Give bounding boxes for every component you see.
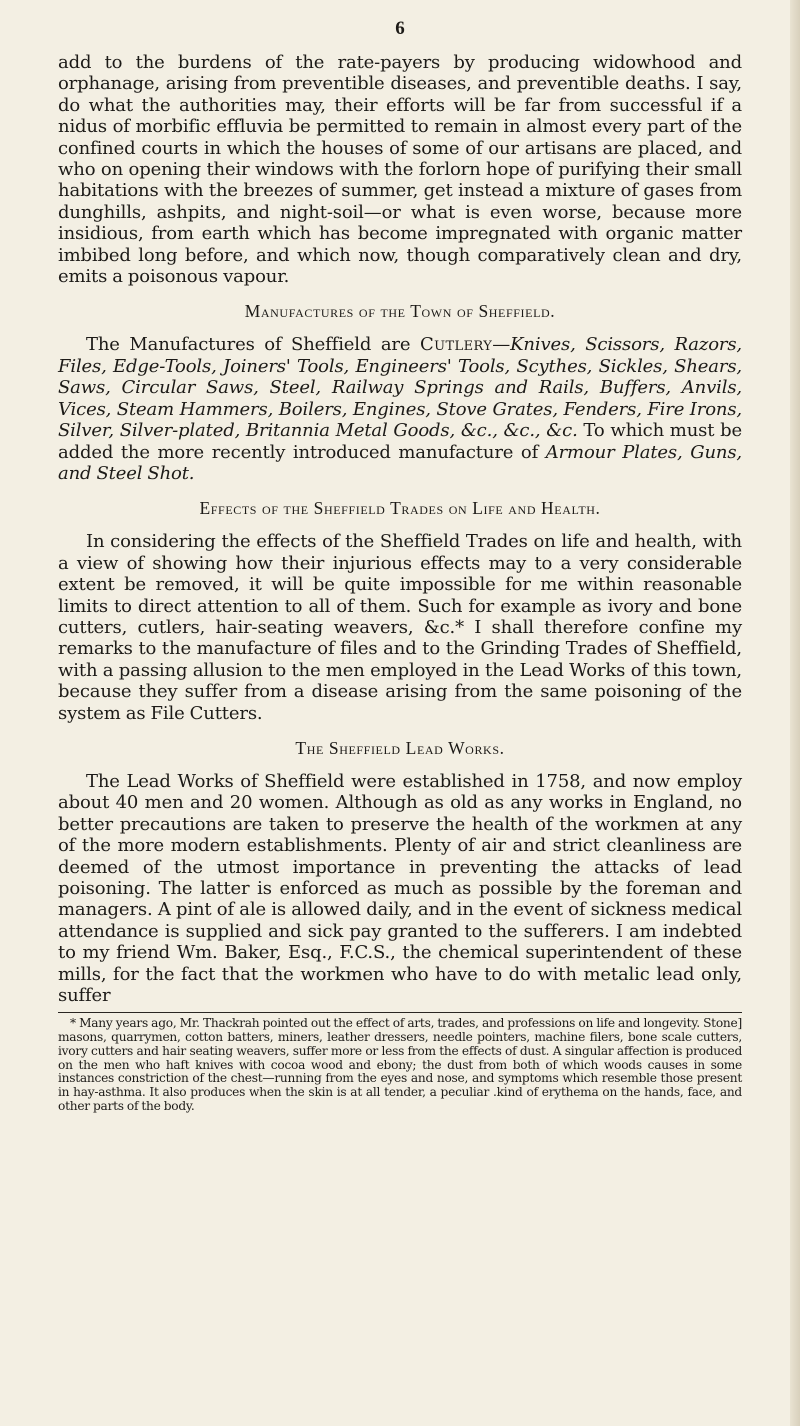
footnote — [58, 1017, 742, 1113]
heading-lead-works: The Sheffield Lead Works. — [295, 737, 505, 758]
book-page — [58, 18, 742, 1113]
cutlery-dash: — — [492, 334, 511, 356]
armour-list: Armour Plates, Guns, and Steel Shot. — [58, 441, 742, 484]
footnote-text: * Many years ago, Mr. Thackrah pointed out the effect of arts, trades, and professions on life and longevity. Stone] masons, quarrymen, cotton batters, miners, leather dressers, needle pointers, machine filers, bone scale cutters, ivory cutters and hair seating weavers, suffer more or less from the effects of dust. A singular affection is produced on the men who haft knives with cocoa wood and ebony; the dust from both of which woods causes in some instances constriction of the chest—running from the eyes and nose, and symptoms which resemble those present in hay-asthma. It also produces when the skin is at all tender, a peculiar .kind of erythema on the hands, face, and other parts of the body. — [58, 1016, 742, 1113]
effects-paragraph: In considering the effects of the Sheffield Trades on life and health, with a view of showing how their injurious effects may to a very considerable extent be removed, it will be quite impossible for me within reasonable limits to direct attention to all of them. Such for example as ivory and bone cutters, cutlers, hair-seating weavers, &c.* I shall therefore confine my remarks to the manufacture of files and to the Grinding Trades of Sheffield, with a passing allusion to the men employed in the Lead Works of this town, because they suffer from a disease arising from the same poisoning of the system as File Cutters. — [58, 531, 742, 724]
opening-paragraph: add to the burdens of the rate-payers by producing widowhood and orphanage, arising from preventible diseases, and preventible deaths. I say, do what the authorities may, their efforts will be far from successful if a nidus of morbific effluvia be permitted to remain in almost every part of the confined courts in which the houses of some of our artisans are placed, and who on opening their windows with the forlorn hope of purifying their small habitations with the breezes of summer, get instead a mixture of gases from dunghills, ashpits, and night-soil—or what is even worse, because more insidious, from earth which has become impregnated with organic matter imbibed long before, and which now, though comparatively clean and dry, emits a poisonous vapour. — [58, 52, 742, 288]
cutlery-term: Cutlery — [419, 334, 493, 356]
heading-manufactures: Manufactures of the Town of Sheffield. — [244, 301, 556, 322]
manufactures-paragraph — [58, 334, 742, 484]
page-edge — [790, 0, 800, 1426]
lead-works-paragraph: The Lead Works of Sheffield were established in 1758, and now employ about 40 men and 20 women. Although as old as any works in England, no better precautions are taken to preserve the health of the workmen at any of the more modern establishments. Plenty of air and strict cleanliness are deemed of the utmost importance in preventing the attacks of lead poisoning. The latter is enforced as much as possible by the foreman and managers. A pint of ale is allowed daily, and in the event of sickness medical attendance is supplied and sick pay granted to the sufferers. I am indebted to my friend Wm. Baker, Esq., F.C.S., the chemical superintendent of these mills, for the fact that the workmen who have to do with metalic lead only, suffer — [58, 770, 742, 1007]
manufactures-lead: The Manufactures of Sheffield are — [86, 334, 420, 356]
page-number: 6 — [395, 18, 405, 39]
manufactures-middle: To which must be added the more recently introduced manufacture of — [58, 420, 742, 463]
footnote-divider — [58, 1012, 742, 1013]
manufactures-list: Knives, Scissors, Razors, Files, Edge-Tools, Joiners' Tools, Engineers' Tools, Scythes, Sickles, Shears, Saws, Circular Saws, Steel, Railway Springs and Rails, Buffers, Anvils, Vices, Steam Hammers, Boilers, Engines, Stove Grates, Fenders, Fire Irons, Silver, Silver-plated, Britannia Metal Goods, &c., &c., &c. — [58, 334, 742, 442]
heading-effects: Effects of the Sheffield Trades on Life and Health. — [199, 498, 601, 519]
